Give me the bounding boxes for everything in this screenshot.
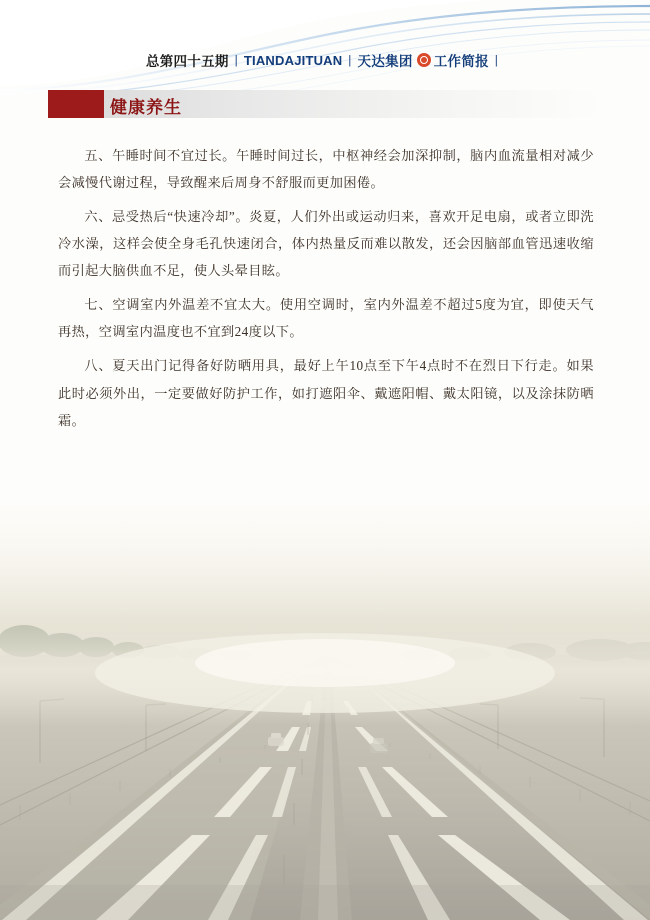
section-header xyxy=(48,90,602,118)
section-header-accent-block xyxy=(48,90,104,118)
highway-photo xyxy=(0,505,650,920)
bulletin-label: 工作简报 xyxy=(433,54,489,69)
circle-logo-icon xyxy=(417,53,431,67)
masthead xyxy=(0,48,650,72)
masthead-separator-1: | xyxy=(234,52,238,67)
company-latin-name: TIANDAJITUAN xyxy=(243,52,343,68)
article-body xyxy=(58,142,594,441)
article-paragraph: 七、空调室内外温差不宜太大。使用空调时，室内外温差不超过5度为宜，即使天气再热，空调室内温度也不宜到24度以下。 xyxy=(58,297,594,340)
article-paragraph: 八、夏天出门记得备好防晒用具，最好上午10点至下午4点时不在烈日下行走。如果此时必须外出，一定要做好防护工作，如打遮阳伞、戴遮阳帽、戴太阳镜，以及涂抹防晒霜。 xyxy=(58,358,594,428)
section-title: 健康养生 xyxy=(110,98,182,117)
masthead-separator-2: | xyxy=(348,52,352,67)
masthead-separator-3: | xyxy=(494,52,499,67)
issue-label: 总第四十五期 xyxy=(145,54,229,69)
article-paragraph: 六、忌受热后“快速冷却”。炎夏，人们外出或运动归来，喜欢开足电扇，或者立即洗冷水澡，这样会使全身毛孔快速闭合，体内热量反而难以散发，还会因脑部血管迅速收缩而引起大脑供血不足，使人头晕目眩。 xyxy=(58,209,594,279)
company-name: 天达集团 xyxy=(357,54,413,69)
article-paragraph: 五、午睡时间不宜过长。午睡时间过长，中枢神经会加深抑制，脑内血流量相对减少会减慢代谢过程，导致醒来后周身不舒服而更加困倦。 xyxy=(58,148,594,191)
